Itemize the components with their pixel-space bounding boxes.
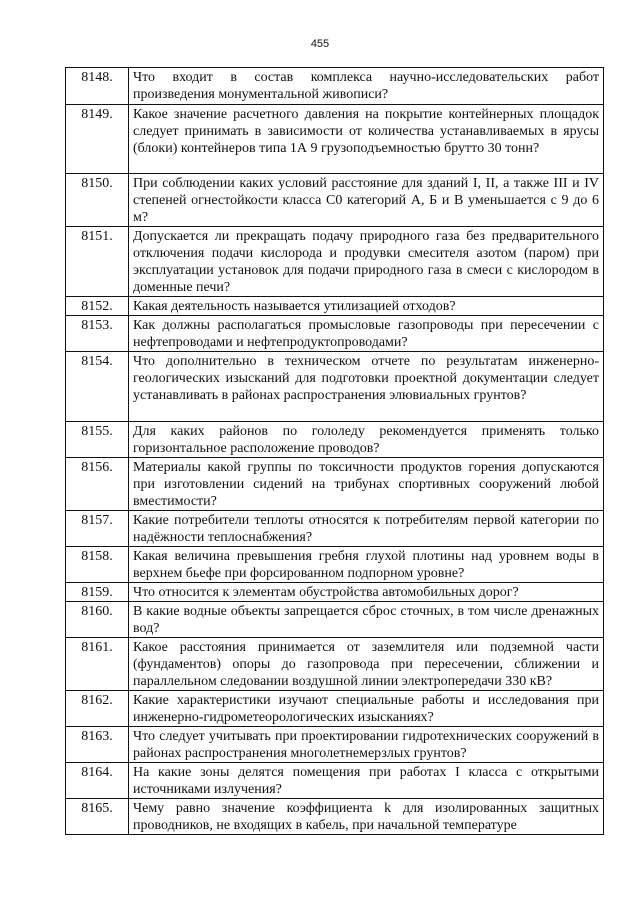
question-text: Какие характеристики изучают специальные работы и исследования при инженерно-гидрометеорологических изысканиях? <box>129 691 604 727</box>
question-text: Что относится к элементам обустройства автомобильных дорог? <box>129 583 604 602</box>
question-text: В какие водные объекты запрещается сброс сточных, в том числе дренажных вод? <box>129 602 604 638</box>
question-number: 8159. <box>66 583 129 602</box>
page-number: 455 <box>310 38 330 50</box>
question-number: 8165. <box>66 799 129 835</box>
question-text: Какие потребители теплоты относятся к потребителям первой категории по надёжности теплоснабжения? <box>129 511 604 547</box>
question-text: Допускается ли прекращать подачу природного газа без предварительного отключения подачи кислорода и продувки смесителя азотом (паром) при эксплуатации установок для подачи природного газа в смеси с кислородом в доменные печи? <box>129 227 604 297</box>
question-number: 8157. <box>66 511 129 547</box>
table-row <box>66 68 604 105</box>
question-text: Для каких районов по гололеду рекомендуется применять только горизонтальное расположение проводов? <box>129 422 604 458</box>
table-row <box>66 799 604 835</box>
table-row <box>66 174 604 227</box>
table-row <box>66 105 604 174</box>
question-number: 8158. <box>66 547 129 583</box>
question-text: Какая величина превышения гребня глухой плотины над уровнем воды в верхнем бьефе при форсированном подпорном уровне? <box>129 547 604 583</box>
question-text: Как должны располагаться промысловые газопроводы при пересечении с нефтепроводами и нефтепродуктопроводами? <box>129 316 604 352</box>
question-text: Материалы какой группы по токсичности продуктов горения допускаются при изготовлении сидений на трибунах спортивных сооружений любой вместимости? <box>129 458 604 511</box>
question-text: Что дополнительно в техническом отчете по результатам инженерно-геологических изысканий для подготовки проектной документации следует устанавливать в районах распространения элювиальных грунтов? <box>129 352 604 422</box>
table-row <box>66 691 604 727</box>
question-number: 8155. <box>66 422 129 458</box>
table-row <box>66 316 604 352</box>
question-number: 8148. <box>66 68 129 105</box>
question-number: 8156. <box>66 458 129 511</box>
question-number: 8161. <box>66 638 129 691</box>
question-number: 8163. <box>66 727 129 763</box>
table-row <box>66 297 604 316</box>
question-text: Что следует учитывать при проектировании гидротехнических сооружений в районах распространения многолетнемерзлых грунтов? <box>129 727 604 763</box>
table-row <box>66 422 604 458</box>
question-number: 8154. <box>66 352 129 422</box>
question-number: 8151. <box>66 227 129 297</box>
table-row <box>66 763 604 799</box>
question-number: 8160. <box>66 602 129 638</box>
questions-table <box>65 67 604 835</box>
question-number: 8149. <box>66 105 129 174</box>
table-row <box>66 547 604 583</box>
question-number: 8150. <box>66 174 129 227</box>
table-row <box>66 638 604 691</box>
question-number: 8164. <box>66 763 129 799</box>
table-row <box>66 583 604 602</box>
table-row <box>66 727 604 763</box>
question-text: На какие зоны делятся помещения при работах I класса с открытыми источниками излучения? <box>129 763 604 799</box>
question-text: Какое значение расчетного давления на покрытие контейнерных площадок следует принимать в зависимости от количества устанавливаемых в ярусы (блоки) контейнеров типа 1А 9 грузоподъемностью брутто 30 тонн? <box>129 105 604 174</box>
question-text: Чему равно значение коэффициента k для изолированных защитных проводников, не входящих в кабель, при начальной температуре <box>129 799 604 835</box>
question-text: При соблюдении каких условий расстояние для зданий I, II, а также III и IV степеней огнестойкости класса С0 категорий А, Б и В уменьшается с 9 до 6 м? <box>129 174 604 227</box>
table-row <box>66 352 604 422</box>
question-number: 8152. <box>66 297 129 316</box>
question-text: Какое расстояния принимается от заземлителя или подземной части (фундаментов) опоры до газопровода при пересечении, сближении и параллельном следовании воздушной линии электропередачи 330 кВ? <box>129 638 604 691</box>
question-number: 8153. <box>66 316 129 352</box>
question-text: Что входит в состав комплекса научно-исследовательских работ произведения монументальной живописи? <box>129 68 604 105</box>
table-row <box>66 227 604 297</box>
table-row <box>66 511 604 547</box>
table-row <box>66 602 604 638</box>
table-row <box>66 458 604 511</box>
question-number: 8162. <box>66 691 129 727</box>
question-text: Какая деятельность называется утилизацией отходов? <box>129 297 604 316</box>
